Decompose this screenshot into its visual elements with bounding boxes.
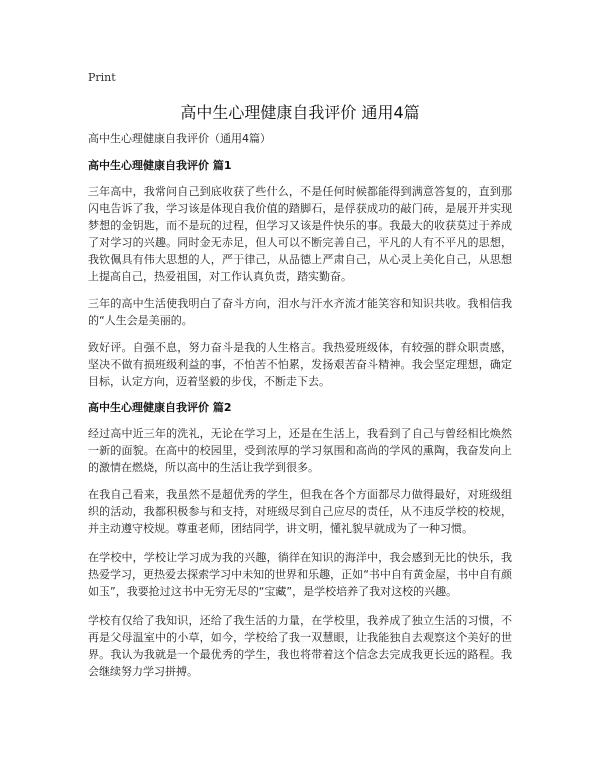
section-2 bbox=[88, 400, 512, 680]
paragraph: 三年的高中生活使我明白了奋斗方向，泪水与汗水齐流才能笑容和知识共收。我相信我的“人生会是美丽的。 bbox=[88, 297, 512, 327]
print-link[interactable]: Print bbox=[88, 71, 116, 84]
paragraph: 致好评。自强不息，努力奋斗是我的人生格言。我热爱班级体，有较强的群众职责感，坚决不做有损班级利益的事，不怕苦不怕累，发扬艰苦奋斗精神。我会坚定理想，确定目标，认定方向，迈着坚毅的步伐，不断走下去。 bbox=[88, 341, 512, 388]
paragraph: 学校有仅给了我知识，还给了我生活的力量，在学校里，我养成了独立生活的习惯，不再是父母温室中的小草，如今，学校给了我一双慧眼，让我能独自去观察这个美好的世界。我认为我就是一个最优秀的学生，我也将带着这个信念去完成我更长远的路程。我会继续努力学习拼搏。 bbox=[88, 614, 512, 678]
section-1 bbox=[88, 158, 512, 390]
document-title: 高中生心理健康自我评价 通用4篇 bbox=[180, 103, 420, 122]
paragraph: 在学校中，学校让学习成为我的兴趣，徜徉在知识的海洋中，我会感到无比的快乐，我热爱学习，更热爱去探索学习中未知的世界和乐趣，正如“书中自有黄金屋，书中自有颜如玉”，我要抢过这书中无穷无尽的“宝藏”，是学校培养了我对这校的兴趣。 bbox=[88, 551, 512, 598]
paragraph: 三年高中，我常问自己到底收获了些什么，不是任何时候都能得到满意答复的，直到那闪电告诉了我，学习该是体现自我价值的踏脚石，是俘获成功的敲门砖，是展开并实现梦想的金钥匙，而不是玩的过程，但学习又该是件快乐的事。我最大的收获莫过于养成了对学习的兴趣。同时金无赤足，但人可以不断完善自己，平凡的人有不平凡的思想，我钦佩具有伟大思想的人，严于律己，从品德上严肃自己，从心灵上美化自己，从思想上提高自己，热爱祖国，对工作认真负责，踏实勤奋。 bbox=[88, 185, 512, 283]
section-heading: 高中生心理健康自我评价 篇2 bbox=[88, 401, 232, 414]
section-heading: 高中生心理健康自我评价 篇1 bbox=[88, 159, 232, 172]
document-content bbox=[88, 131, 512, 690]
document-subtitle: 高中生心理健康自我评价（通用4篇） bbox=[88, 132, 271, 145]
paragraph: 在我自己看来，我虽然不是超优秀的学生，但我在各个方面都尽力做得最好，对班级组织的活动，我都积极参与和支持，对班级尽到自己应尽的责任，从不违反学校的校规，并主动遵守校规。尊重老师，团结同学，讲文明，懂礼貌早就成为了一种习惯。 bbox=[88, 488, 512, 535]
paragraph: 经过高中近三年的洗礼，无论在学习上，还是在生活上，我看到了自己与曾经相比焕然一新的面貌。在高中的校园里，受到浓厚的学习氛围和高尚的学风的熏陶，我奋发向上的激情在燃烧，所以高中的生活让我学到很多。 bbox=[88, 427, 512, 474]
